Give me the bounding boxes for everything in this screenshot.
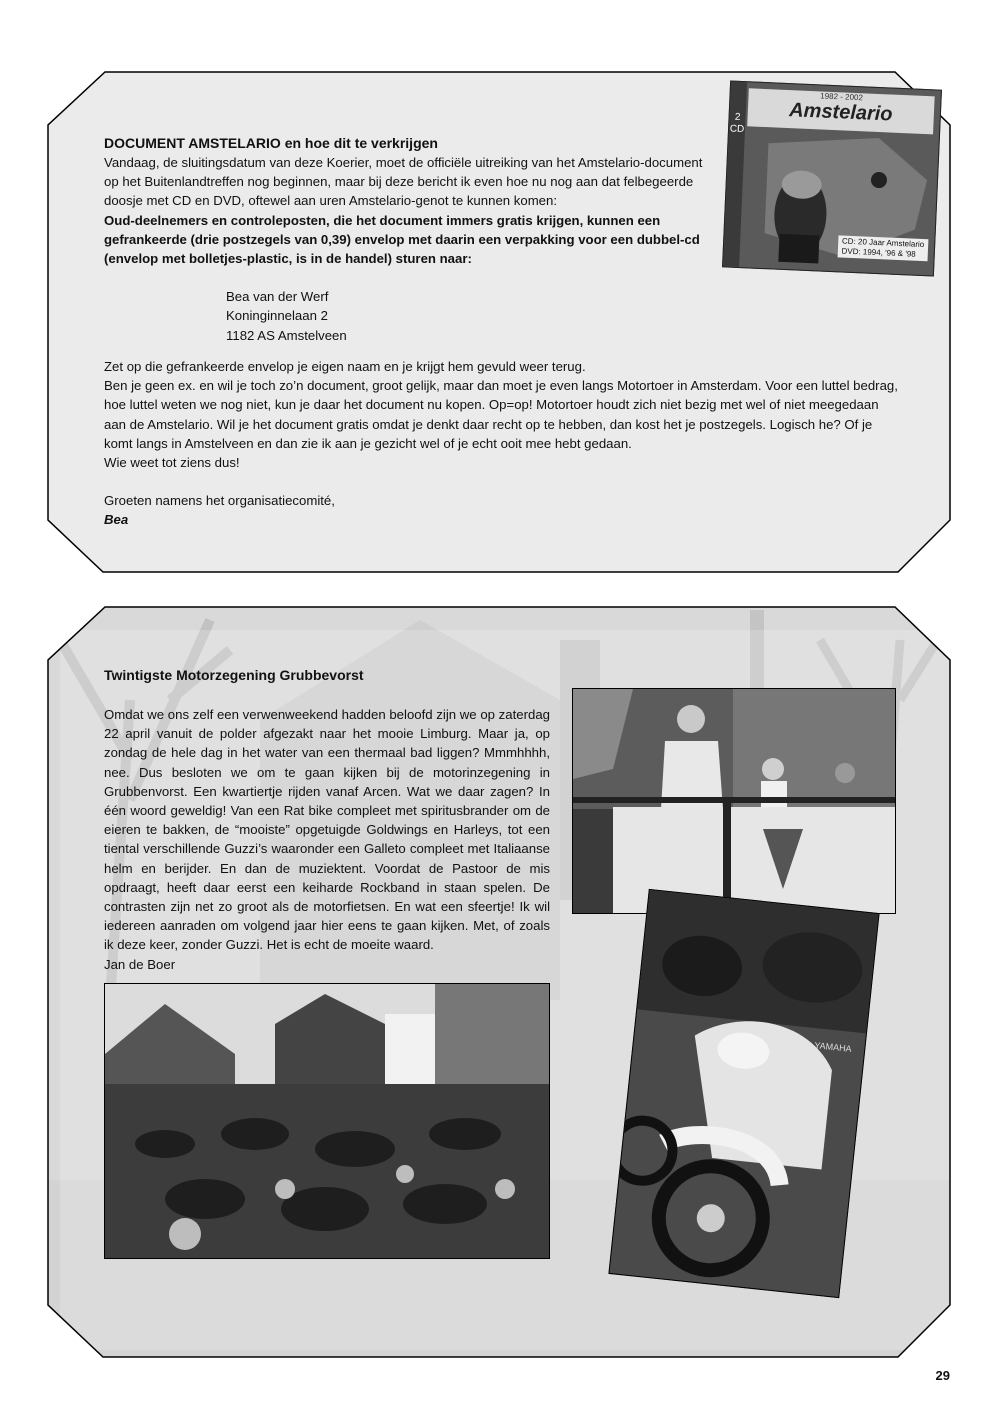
article1-signature: Bea xyxy=(104,512,129,528)
scooter-photo xyxy=(608,889,879,1298)
cd-years: 1982 - 2002 xyxy=(820,91,864,103)
article1-intro: Vandaag, de sluitingsdatum van deze Koerier, moet de officiële uitreiking van het Amstelario-document op het Buitenlandtreffen nog beginnen, maar bij deze bericht ik even hoe nu nog aan dat felbegeerde doosje met CD en DVD, oftewel aan uren Amstelario-genot te kunnen komen: xyxy=(104,155,703,209)
bike-label: YAMAHA xyxy=(813,1040,853,1054)
article2-author: Jan de Boer xyxy=(104,956,176,972)
article1-title: DOCUMENT AMSTELARIO en hoe dit te verkrijgen xyxy=(104,135,438,151)
article2-body: Omdat we ons zelf een verwenweekend hadden beloofd zijn we op zaterdag 22 april vanuit de polder afgezakt naar het mooie Limburg. Maar ja, op zondag de hele dag in het water van een thermaal bad liggen? Mmmhhhh, nee. Dus besloten we om te gaan kijken bij de motorinzegening in Grubbenvorst. Een kwartiertje rijden vanaf Arcen. Wat we daar zagen? In één woord geweldig! Van een Rat bike compleet met spiritusbrander om de eieren te bakken, de “mooiste” opgetuigde Goldwings en Harleys, tot een tiental verschillende Guzzi’s waaronder een Galleto compleet met Italiaanse helm en berijder. En dan de muziektent. Voordat de Pastoor de mis opdraagt, heeft daar eerst een keiharde Rockband in staan spelen. De contrasten zijn net zo groot als de motorfietsen. En wat een sfeertje! Ik wil iedereen aanraden om volgend jaar hier eens te gaan kijken. Met, of zoals ik deze keer, zonder Guzzi. Het is echt de moeite waard. xyxy=(104,707,550,953)
priest-altar-illustration xyxy=(573,689,895,913)
article1-text xyxy=(104,133,714,364)
cd-disc-count: 2 xyxy=(734,111,741,123)
article1-body-line: Wie weet tot ziens dus! xyxy=(104,455,240,471)
article2-title: Twintigste Motorzegening Grubbevorst xyxy=(104,667,364,683)
address-city: 1182 AS Amstelveen xyxy=(226,327,347,343)
article1-body-line: Zet op die gefrankeerde envelop je eigen naam en je krijgt hem gevuld weer terug. xyxy=(104,359,586,374)
cd-cd-line: CD: 20 Jaar Amstelario xyxy=(841,236,925,250)
article1-body xyxy=(104,357,904,530)
address-name: Bea van der Werf xyxy=(226,289,329,305)
article2-text xyxy=(104,665,550,974)
parking-motorcycles-photo xyxy=(104,983,550,1259)
cd-brand: Amstelario xyxy=(788,99,894,126)
parking-motorcycles-illustration xyxy=(105,984,549,1258)
article1-body-line: Ben je geen ex. en wil je toch zo’n document, groot gelijk, maar dan moet je even langs Motortoer in Amsterdam. Voor een luttel bedrag, hoe luttel weten we nog niet, kun je daar het document nu kopen. Op=op! Motortoer houdt zich niet bezig met wel of niet meegedaan aan de Amstelario. Wil je het document gratis omdat je denkt daar recht op te hebben, dan kost het je postzegels. Logisch he? Of je komt langs in Amstelveen en dan zie ik aan je gezicht wel of je echt ooit mee hebt gedaan. xyxy=(104,378,898,451)
address-street: Koninginnelaan 2 xyxy=(226,308,328,324)
cd-disc-unit: CD xyxy=(729,123,745,136)
article1-closing: Groeten namens het organisatiecomité, xyxy=(104,493,335,509)
scooter-illustration xyxy=(610,890,879,1297)
page-number: 29 xyxy=(935,1368,950,1383)
cd-cover-image xyxy=(722,80,942,276)
priest-altar-photo xyxy=(572,688,896,914)
cd-dvd-line: DVD: 1994, '96 & '98 xyxy=(841,246,916,259)
article1-instructions: Oud-deelnemers en controleposten, die het document immers gratis krijgen, kunnen een gefrankeerde (drie postzegels van 0,39) envelop met daarin een verpakking voor een dubbel-cd (envelop met bolletjes-plastic, is in de handel) sturen naar: xyxy=(104,212,700,267)
